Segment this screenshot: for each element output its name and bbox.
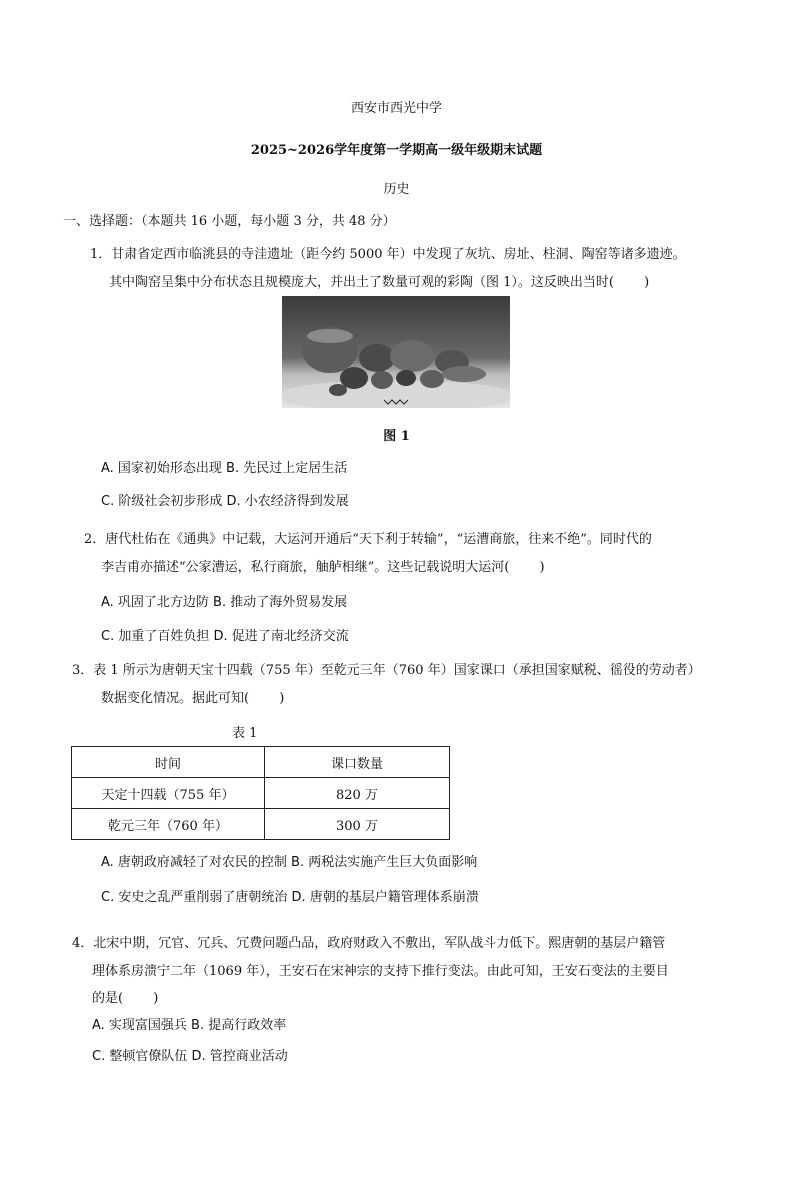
section-title: 一、选择题：（本题共 16 小题，每小题 3 分，共 48 分） — [63, 214, 396, 229]
q4-options-ab: A. 实现富国强兵 B. 提高行政效率 — [92, 1018, 287, 1033]
table-header-row — [72, 747, 450, 778]
q2-stem-line1: 2．唐代杜佑在《通典》中记载，大运河开通后“天下利于转输”，“运漕商旅，往来不绝”。同时代的 — [84, 532, 652, 547]
q4-stem-line3: 的是( ) — [92, 991, 159, 1006]
q2-stem-line2: 李吉甫亦描述“公家漕运，私行商旅，舳舻相继”。这些记载说明大运河( ) — [101, 560, 545, 575]
school-name: 西安市西光中学 — [350, 101, 442, 116]
q3-stem-line2: 数据变化情况。据此可知( ) — [101, 691, 285, 706]
q4-options-cd: C. 整顿官僚队伍 D. 管控商业活动 — [92, 1049, 288, 1064]
q3-options-cd: C. 安史之乱严重削弱了唐朝统治 D. 唐朝的基层户籍管理体系崩溃 — [101, 890, 479, 905]
q1-stem-line2: 其中陶窑呈集中分布状态且规模庞大，并出土了数量可观的彩陶（图 1）。这反映出当时( ) — [109, 275, 650, 290]
q1-options-cd: C. 阶级社会初步形成 D. 小农经济得到发展 — [101, 494, 349, 509]
population-table — [71, 746, 450, 840]
subject-title: 历史 — [383, 182, 410, 197]
q3-options-ab: A. 唐朝政府减轻了对农民的控制 B. 两税法实施产生巨大负面影响 — [101, 855, 478, 870]
q1-options-ab: A. 国家初始形态出现 B. 先民过上定居生活 — [101, 461, 348, 476]
q4-stem-line1: 4．北宋中期，冗官、冗兵、冗费问题凸品，政府财政入不敷出，军队战斗力低下。熙唐朝的基层户籍管 — [72, 936, 666, 951]
q2-options-ab: A. 巩固了北方边防 B. 推动了海外贸易发展 — [101, 595, 348, 610]
table-header-cell: 时间 — [72, 747, 265, 778]
q4-stem-line2: 理体系房溃宁二年（1069 年），王安石在宋神宗的支持下推行变法。由此可知，王安石变法的主要目 — [92, 964, 669, 979]
q1-stem-line1: 1．甘肃省定西市临洮县的寺洼遗址（距今约 5000 年）中发现了灰坑、房址、柱洞、陶窑等诸多遗迹。 — [90, 247, 686, 262]
table-cell: 乾元三年（760 年） — [72, 809, 265, 840]
figure-1-caption: 图 1 — [383, 429, 410, 444]
pottery-photo — [282, 296, 510, 408]
table-cell: 820 万 — [265, 778, 450, 809]
table-cell: 300 万 — [265, 809, 450, 840]
table-cell: 天定十四载（755 年） — [72, 778, 265, 809]
q2-options-cd: C. 加重了百姓负担 D. 促进了南北经济交流 — [101, 629, 349, 644]
exam-title: 2025~2026学年度第一学期高一级年级期末试题 — [250, 143, 543, 158]
table-header-cell: 课口数量 — [265, 747, 450, 778]
q3-stem-line1: 3．表 1 所示为唐朝天宝十四载（755 年）至乾元三年（760 年）国家课口（承担国家赋税、徭役的劳动者） — [72, 663, 701, 678]
table-row — [72, 809, 450, 840]
table-1-title: 表 1 — [232, 726, 258, 741]
table-row — [72, 778, 450, 809]
